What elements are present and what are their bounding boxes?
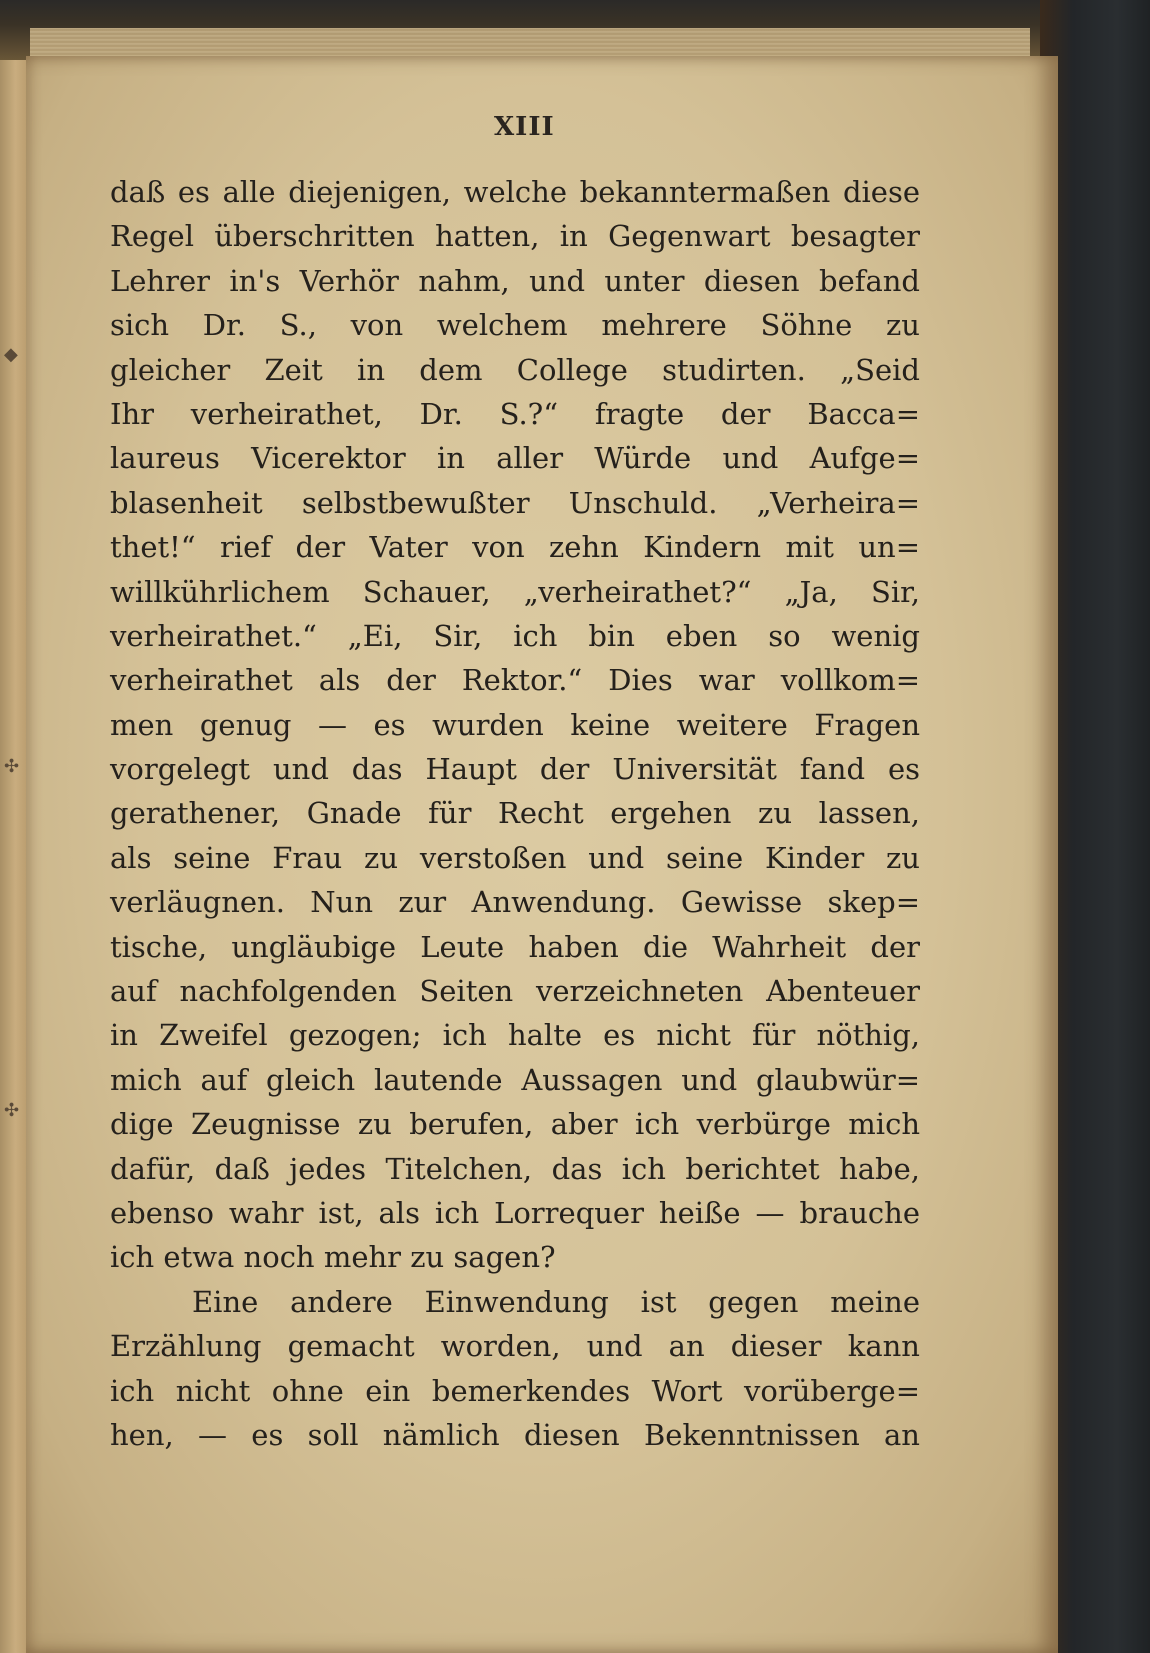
text-line: verheirathet als der Rektor.“ Dies war vollkom= [110, 663, 920, 698]
text-line: gerathener, Gnade für Recht ergehen zu lassen, [110, 796, 920, 831]
text-line: verheirathet.“ „Ei, Sir, ich bin eben so wenig [110, 618, 920, 653]
page-stack-edge [30, 28, 1030, 58]
text-line: Lehrer in's Verhör nahm, und unter diesen befand [110, 263, 920, 298]
text-line: in Zweifel gezogen; ich halte es nicht für nöthig, [110, 1018, 920, 1053]
text-line: daß es alle diejenigen, welche bekanntermaßen diese [110, 175, 920, 209]
page-number: XIII [494, 112, 555, 142]
text-line: Ihr verheirathet, Dr. S.?“ fragte der Bacca= [110, 396, 920, 431]
text-line: laureus Vicerektor in aller Würde und Aufge= [110, 441, 920, 476]
margin-ornament-icon: ✣ [4, 756, 20, 777]
text-line: auf nachfolgenden Seiten verzeichneten Abenteuer [110, 974, 920, 1009]
margin-ornament-icon: ✣ [4, 1100, 20, 1121]
text-line: verläugnen. Nun zur Anwendung. Gewisse skep= [110, 885, 920, 920]
text-line-paragraph-end: ich etwa noch mehr zu sagen? [110, 1240, 556, 1275]
page-left-edge [0, 60, 28, 1653]
text-line: dafür, daß jedes Titelchen, das ich berichtet habe, [110, 1151, 920, 1186]
text-line-paragraph-start: Eine andere Einwendung ist gegen meine [192, 1284, 920, 1319]
text-line: hen, — es soll nämlich diesen Bekenntnissen an [110, 1417, 920, 1452]
text-line: vorgelegt und das Haupt der Universität fand es [110, 752, 920, 787]
text-line: blasenheit selbstbewußter Unschuld. „Verheira= [110, 485, 920, 520]
text-line: sich Dr. S., von welchem mehrere Söhne zu [110, 308, 920, 343]
body-text [110, 170, 920, 1457]
text-line: Erzählung gemacht worden, und an dieser kann [110, 1329, 920, 1364]
text-line: tische, ungläubige Leute haben die Wahrheit der [110, 929, 920, 964]
text-line: als seine Frau zu verstoßen und seine Kinder zu [110, 840, 920, 875]
margin-ornament-icon: ◆ [4, 344, 18, 365]
text-line: ich nicht ohne ein bemerkendes Wort vorüberge= [110, 1373, 920, 1408]
text-line: men genug — es wurden keine weitere Fragen [110, 707, 920, 742]
text-line: mich auf gleich lautende Aussagen und glaubwür= [110, 1062, 920, 1097]
text-line: gleicher Zeit in dem College studirten. „Seid [110, 352, 920, 387]
text-line: thet!“ rief der Vater von zehn Kindern mit un= [110, 530, 920, 565]
text-line: dige Zeugnisse zu berufen, aber ich verbürge mich [110, 1107, 920, 1142]
text-line: willkührlichem Schauer, „verheirathet?“ „Ja, Sir, [110, 574, 920, 609]
text-line: ebenso wahr ist, als ich Lorrequer heiße — brauche [110, 1195, 920, 1230]
text-line: Regel überschritten hatten, in Gegenwart besagter [110, 219, 920, 254]
